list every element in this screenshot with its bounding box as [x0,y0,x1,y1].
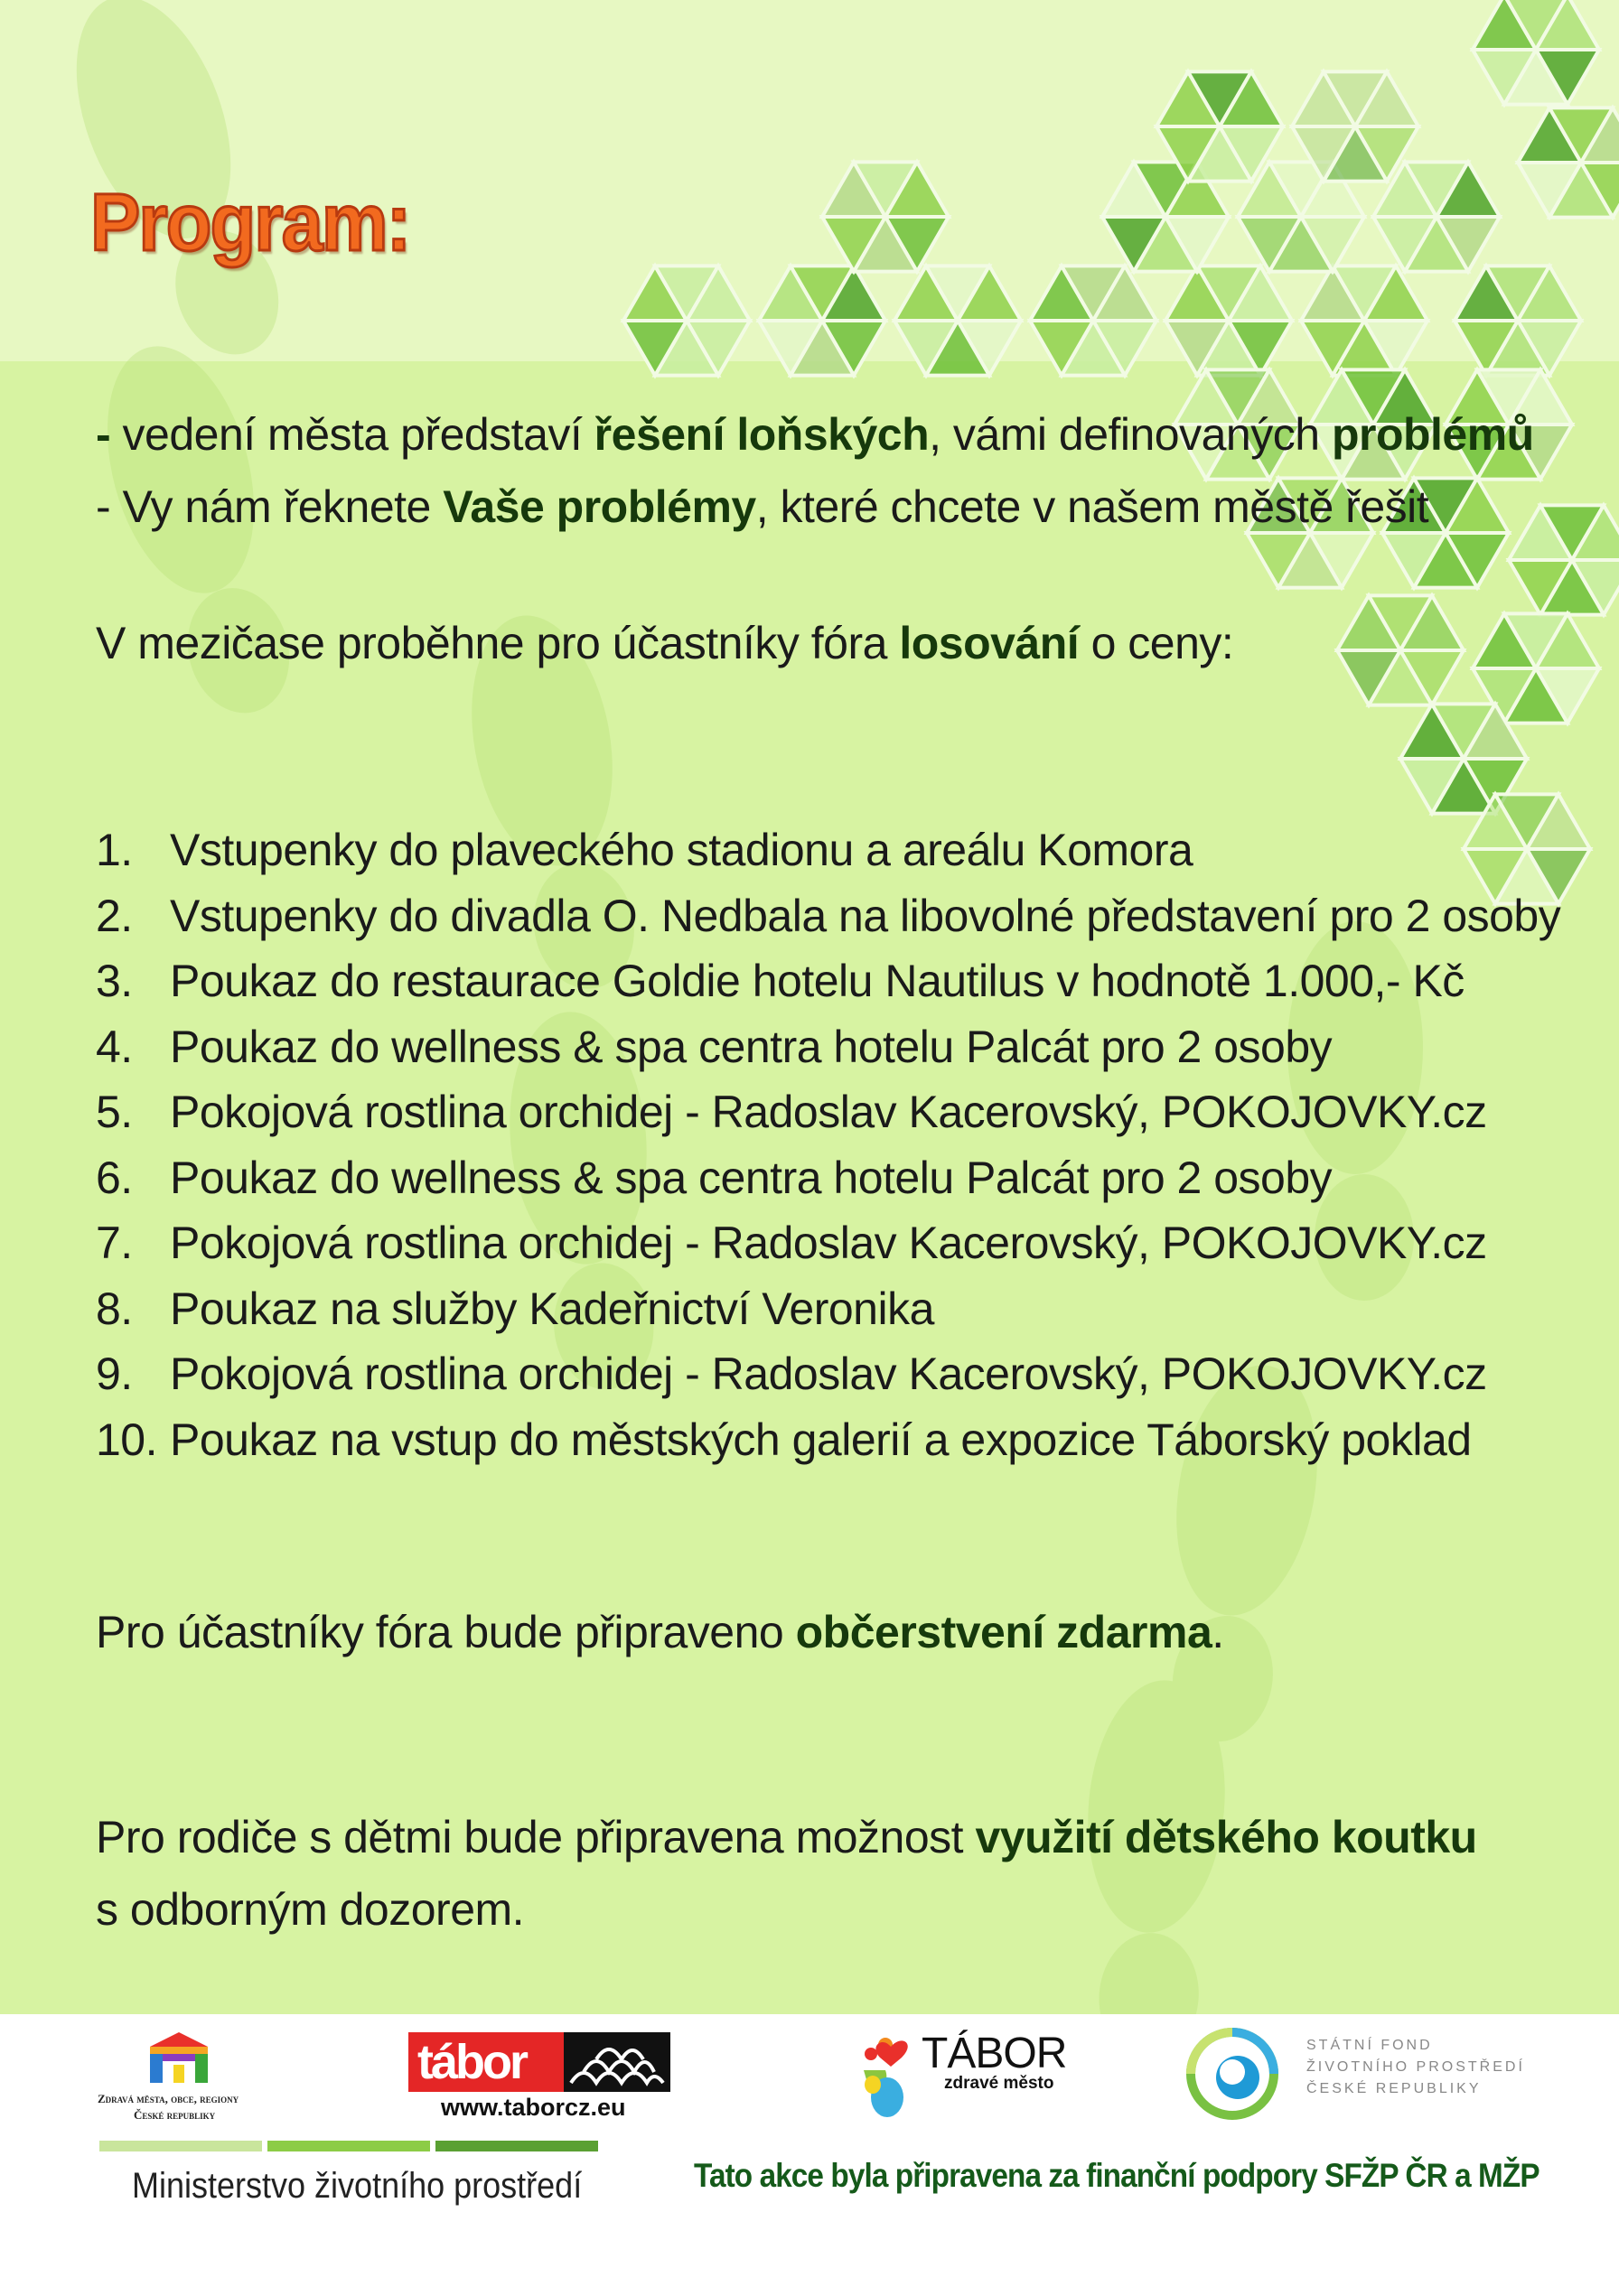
prize-text: Pokojová rostlina orchidej - Radoslav Kacerovský, POKOJOVKY.cz [170,1349,1487,1399]
intro-line-1-bold-b: problémů [1331,409,1534,460]
healthy-cities-line-1: Zdravá města, obce, regiony [98,2092,239,2105]
prize-text: Poukaz do wellness & spa centra hotelu Palcát pro 2 osoby [170,1021,1333,1072]
ministry-bar-2 [267,2141,430,2151]
intro-line-2-text-b: , které chcete v našem městě řešit [755,481,1429,532]
footprint-heel-icon [1094,1929,1204,2014]
sfzp-line-2: ŽIVOTNÍHO PROSTŘEDÍ [1306,2059,1525,2075]
intro-line-2-bold: Vaše problémy [443,481,756,532]
list-item [96,817,1560,883]
list-item [96,883,1560,949]
intro-line-1 [96,408,1534,461]
prize-number: 7. [96,1218,133,1268]
ministry-bar-3 [435,2141,598,2151]
intro-dash: - [96,409,111,460]
lottery-line [96,617,1233,669]
prize-text: Vstupenky do divadla O. Nedbala na libovolné představení pro 2 osoby [170,890,1561,941]
kids-bold: využití dětského koutku [975,1812,1477,1862]
intro-line-1-bold-a: řešení loňských [594,409,930,460]
prize-number: 5. [96,1087,133,1137]
sfzp-line-3: ČESKÉ REPUBLIKY [1306,2081,1482,2096]
prize-number: 2. [96,890,133,941]
sfzp-logo-icon [1185,2027,1279,2121]
intro-line-2-text-a: - Vy nám řeknete [96,481,444,532]
kids-line-2: s odborným dozorem. [96,1884,525,1935]
prize-list [96,817,1560,1472]
tabor-healthy-city-icon [855,2030,927,2121]
healthy-cities-line-2: České republiky [134,2108,216,2122]
list-item [96,1276,1560,1342]
footprint-sole-icon [82,330,278,609]
healthy-cities-logo-icon [143,2030,215,2086]
refreshment-bold: občerstvení zdarma [795,1607,1212,1657]
ministry-bar-1 [99,2141,262,2151]
lottery-text-b: o ceny: [1079,618,1234,668]
list-item [96,948,1560,1014]
list-item [96,1407,1560,1473]
footer [0,2014,1619,2296]
lottery-bold: losování [899,618,1080,668]
refreshment-text-b: . [1212,1607,1224,1657]
intro-line-2 [96,481,1428,533]
kids-text-a: Pro rodiče s dětmi bude připravena možnost [96,1812,976,1862]
lottery-text-a: V mezičase proběhne pro účastníky fóra [96,618,900,668]
list-item [96,1210,1560,1276]
refreshment-text-a: Pro účastníky fóra bude připraveno [96,1607,796,1657]
prize-number: 3. [96,956,133,1006]
prize-text: Poukaz do wellness & spa centra hotelu Palcát pro 2 osoby [170,1152,1333,1203]
list-item [96,1079,1560,1145]
tabor-city-name: TÁBOR [922,2030,1067,2077]
page-title: Program: [90,178,410,268]
prize-number: 9. [96,1349,133,1399]
tabor-city-sub: zdravé město [944,2074,1054,2093]
kids-line-1 [96,1811,1477,1863]
tabor-logo-text: tábor [417,2035,526,2089]
intro-line-1-text-a: vedení města představí [110,409,594,460]
intro-line-1-text-b: , vámi definovaných [929,409,1332,460]
prize-text: Vstupenky do plaveckého stadionu a areálu Komora [170,825,1193,875]
tabor-url: www.taborcz.eu [441,2094,626,2121]
list-item [96,1014,1560,1080]
prize-text: Poukaz na služby Kadeřnictví Veronika [170,1283,934,1334]
funding-note: Tato akce byla připravena za finanční podpory SFŽP ČR a MŽP [694,2157,1539,2194]
prize-text: Pokojová rostlina orchidej - Radoslav Kacerovský, POKOJOVKY.cz [170,1087,1487,1137]
list-item [96,1341,1560,1407]
prize-text: Poukaz do restaurace Goldie hotelu Nautilus v hodnotě 1.000,- Kč [170,956,1465,1006]
prize-number: 8. [96,1283,133,1334]
prize-number: 4. [96,1021,133,1072]
prize-number: 10. [96,1414,158,1465]
sfzp-line-1: STÁTNÍ FOND [1306,2038,1433,2053]
list-item [96,1145,1560,1211]
tabor-hills-icon [564,2032,670,2092]
prize-number: 6. [96,1152,133,1203]
prize-number: 1. [96,825,133,875]
prize-text: Poukaz na vstup do městských galerií a expozice Táborský poklad [170,1414,1472,1465]
prize-text: Pokojová rostlina orchidej - Radoslav Kacerovský, POKOJOVKY.cz [170,1218,1487,1268]
ministry-logo-text: Ministerstvo životního prostředí [132,2166,583,2206]
refreshment-line [96,1606,1224,1658]
tabor-logo-red [408,2032,564,2092]
